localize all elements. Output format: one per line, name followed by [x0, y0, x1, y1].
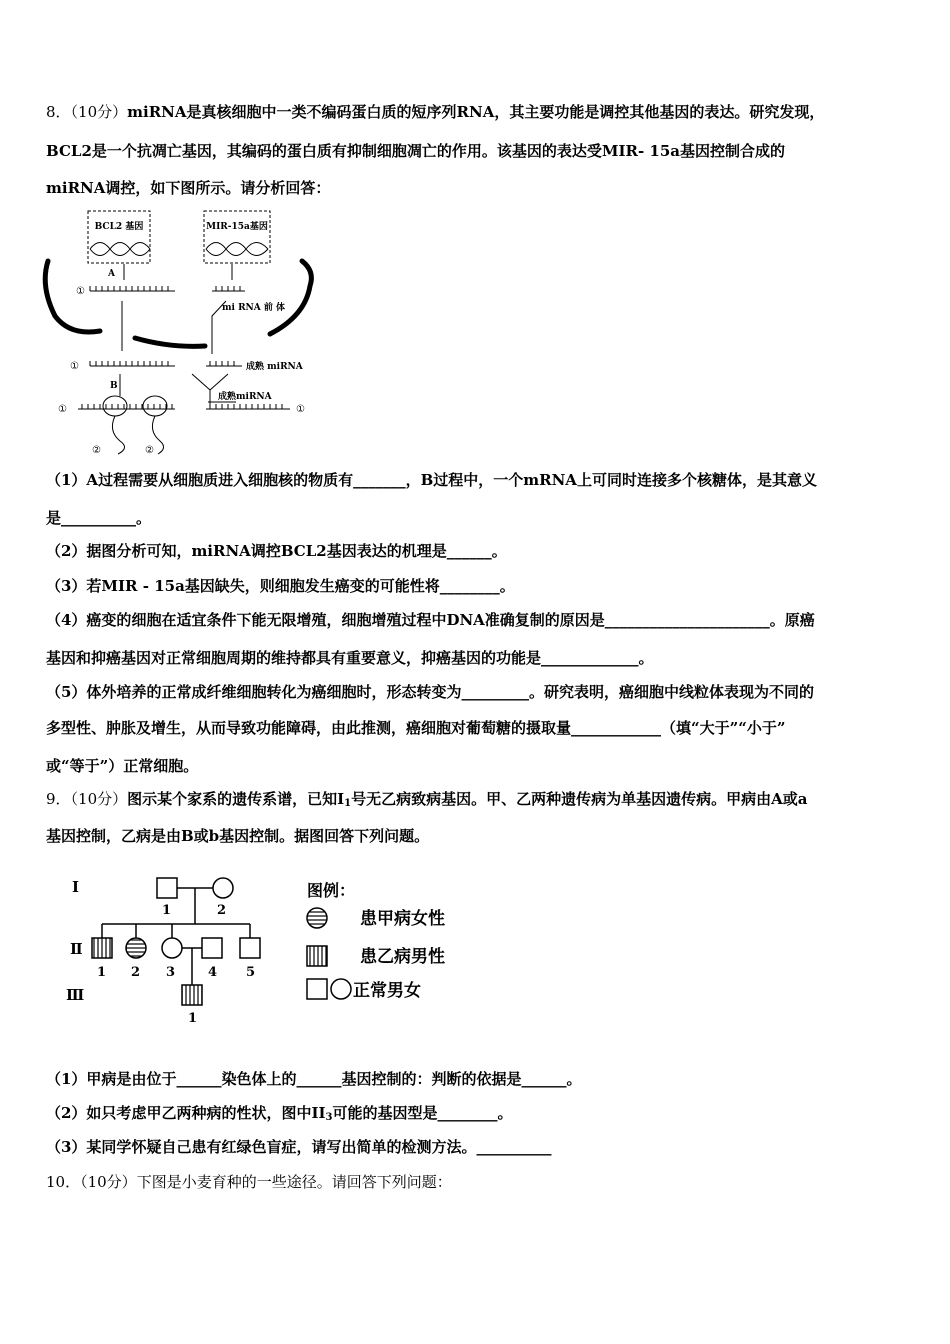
- circle-label-1a: ①: [76, 286, 85, 297]
- mirna-diagram: [40, 206, 320, 456]
- q10-stem: [46, 1172, 452, 1192]
- legend-symbol-a: [307, 908, 327, 928]
- circle-label-1c: ①: [58, 404, 67, 415]
- q10-stem-text: 下图是小麦育种的一些途径。请回答下列问题：: [136, 1173, 452, 1191]
- individual-II1: [92, 938, 112, 958]
- nuclear-membrane-bottom: [135, 338, 205, 346]
- mrna-bases-nucleus: [90, 286, 168, 291]
- circle-label-1d: ①: [296, 404, 305, 415]
- precursor-label: mi RNA 前 体: [222, 303, 286, 313]
- bcl2-dna-strand1: [90, 243, 150, 256]
- label-III1: 1: [188, 1011, 198, 1026]
- nuclear-membrane-right: [270, 261, 311, 334]
- mir-gene-label: MIR-15a基因: [206, 222, 268, 232]
- polypeptide-2: [152, 416, 163, 454]
- label-a: A: [108, 269, 115, 279]
- label-I1: 1: [162, 903, 172, 918]
- q9-stem-line2: 基因控制，乙病是由B或b基因控制。据图回答下列问题。: [46, 827, 430, 845]
- q8-stem-line2: BCL2是一个抗凋亡基因，其编码的蛋白质有抑制细胞凋亡的作用。该基因的表达受MIR- 15a基因控制合成的: [46, 142, 786, 160]
- q8-part1-line2: 是__________。: [46, 509, 152, 527]
- q8-number: 8．（10分）: [46, 103, 128, 121]
- q9-part2-text-a: （2）如只考虑甲乙两种病的性状，图中II: [46, 1104, 326, 1122]
- label-b: B: [110, 381, 118, 391]
- legend-symbol-c-male: [307, 979, 327, 999]
- ribosome-1: [103, 396, 127, 416]
- label-II5: 5: [246, 965, 256, 980]
- label-II4: 4: [208, 965, 218, 980]
- label-II3: 3: [166, 965, 176, 980]
- mature-mirna-label-2: 成熟miRNA: [218, 392, 272, 402]
- q9-number: 9．（10分）: [46, 790, 128, 808]
- nuclear-membrane-left: [45, 261, 100, 332]
- q9-part2-text-b: 可能的基因型是________。: [332, 1104, 513, 1122]
- q9-part3: （3）某同学怀疑自己患有红绿色盲症，请写出简单的检测方法。__________: [46, 1138, 552, 1156]
- mrna-bases-bound: [210, 404, 282, 409]
- circle-label-1b: ①: [70, 361, 79, 372]
- mrna-bases-cytoplasm: [90, 361, 168, 366]
- q8-stem-text1: miRNA是真核细胞中一类不编码蛋白质的短序列RNA，其主要功能是调控其他基因的表达。研究发现，: [127, 103, 825, 121]
- generation-2-label: Ⅱ: [70, 940, 83, 958]
- precursor-bases: [216, 286, 240, 291]
- legend-symbol-c-female: [331, 979, 351, 999]
- individual-II3: [162, 938, 182, 958]
- individual-I2: [213, 878, 233, 898]
- generation-3-label: Ⅲ: [66, 986, 85, 1004]
- q8-stem-line3: miRNA调控，如下图所示。请分析回答：: [46, 179, 331, 197]
- ribosome-2: [143, 396, 167, 416]
- q9-part1: （1）甲病是由位于______染色体上的______基因控制的：判断的依据是______。: [46, 1070, 582, 1088]
- q8-part3: （3）若MIR - 15a基因缺失，则细胞发生癌变的可能性将________。: [46, 577, 515, 595]
- q10-number: 10．（10分）: [46, 1173, 137, 1191]
- generation-1-label: Ⅰ: [72, 878, 80, 896]
- individual-III1: [182, 985, 202, 1005]
- q8-part5-line3: 或“等于”）正常细胞。: [46, 757, 199, 775]
- bcl2-dna-strand2: [90, 243, 150, 256]
- label-II1: 1: [97, 965, 107, 980]
- q9-stem-text1a: 图示某个家系的遗传系谱，已知Ⅰ: [127, 790, 345, 808]
- label-I2: 2: [217, 903, 227, 918]
- q8-stem-line1: [46, 102, 824, 122]
- q9-part2: [46, 1103, 512, 1128]
- q8-part2: （2）据图分析可知，miRNA调控BCL2基因表达的机理是______。: [46, 542, 507, 560]
- q8-part4-line2: 基因和抑癌基因对正常细胞周期的维持都具有重要意义，抑癌基因的功能是_____________。: [46, 649, 654, 667]
- polypeptide-1: [112, 416, 124, 454]
- arrow-split: [192, 374, 228, 390]
- mature-mirna-bases: [210, 361, 234, 366]
- individual-II4: [202, 938, 222, 958]
- legend-text-b: 患乙病男性: [360, 947, 445, 967]
- q9-stem-line1: [46, 789, 808, 814]
- legend-text-a: 患甲病女性: [360, 909, 445, 929]
- individual-II5: [240, 938, 260, 958]
- mature-mirna-label-1: 成熟 miRNA: [246, 362, 303, 372]
- circle-label-2a: ②: [92, 445, 101, 456]
- circle-label-2b: ②: [145, 445, 154, 456]
- q8-part5-line2: 多型性、肿胀及增生，从而导致功能障碍，由此推测，癌细胞对葡萄糖的摄取量____________（填“大于”“小于”: [46, 719, 786, 737]
- individual-II2: [126, 938, 146, 958]
- q8-part1-line1: （1）A过程需要从细胞质进入细胞核的物质有_______，B过程中，一个mRNA上可同时连接多个核糖体，是其意义: [46, 471, 817, 489]
- label-II2: 2: [131, 965, 141, 980]
- legend-symbol-b: [307, 946, 327, 966]
- legend-title: 图例：: [307, 881, 356, 900]
- mir-dna-strand1: [206, 243, 268, 256]
- mir-dna-strand2: [206, 243, 268, 256]
- legend-text-c: 正常男女: [353, 981, 421, 1001]
- q9-part2-sub: 3: [325, 1112, 333, 1123]
- q8-part4-line1: （4）癌变的细胞在适宜条件下能无限增殖，细胞增殖过程中DNA准确复制的原因是______________________。原癌: [46, 611, 815, 629]
- individual-I1: [157, 878, 177, 898]
- bcl2-gene-label: BCL2 基因: [94, 222, 144, 232]
- q9-stem-sub: 1: [344, 798, 352, 809]
- pedigree-chart: [60, 866, 480, 1031]
- q9-stem-text1b: 号无乙病致病基因。甲、乙两种遗传病为单基因遗传病。甲病由A或a: [351, 790, 808, 808]
- q8-part5-line1: （5）体外培养的正常成纤维细胞转化为癌细胞时，形态转变为_________。研究表明，癌细胞中线粒体表现为不同的: [46, 683, 814, 701]
